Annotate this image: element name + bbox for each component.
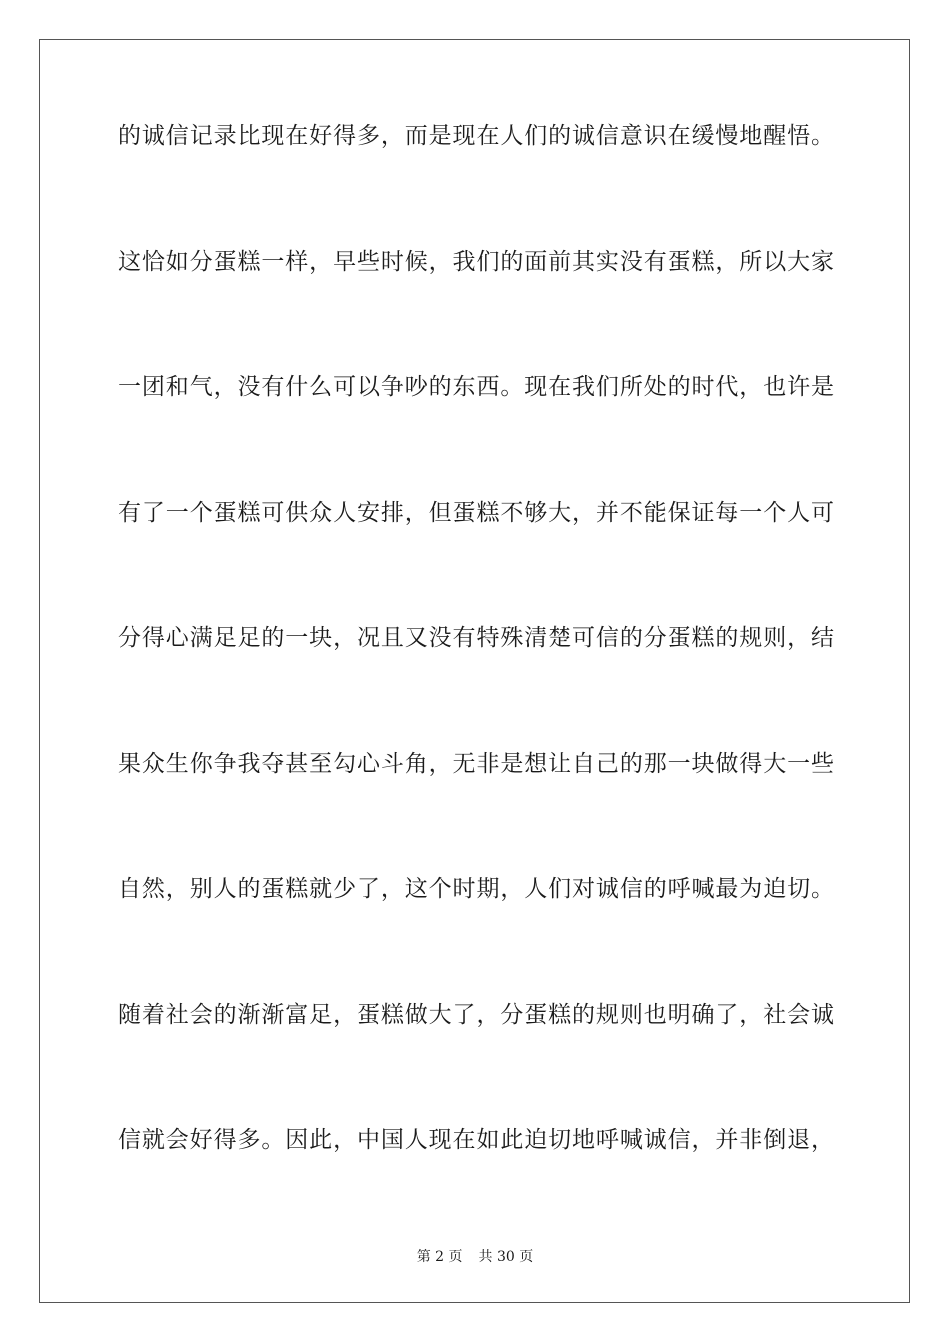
- text-line: 自然，别人的蛋糕就少了，这个时期，人们对诚信的呼喊最为迫切。: [118, 876, 834, 902]
- text-line: 有了一个蛋糕可供众人安排，但蛋糕不够大，并不能保证每一个人可: [118, 499, 834, 526]
- text-line: 一团和气，没有什么可以争吵的东西。现在我们所处的时代，也许是: [118, 374, 834, 400]
- text-line: 果众生你争我夺甚至勾心斗角，无非是想让自己的那一块做得大一些: [118, 750, 834, 777]
- total-pages: 共 30 页: [478, 1249, 534, 1265]
- text-line: 随着社会的渐渐富足，蛋糕做大了，分蛋糕的规则也明确了，社会诚: [118, 1001, 834, 1028]
- page-footer: [0, 1248, 950, 1266]
- text-line: 这恰如分蛋糕一样，早些时候，我们的面前其实没有蛋糕，所以大家: [118, 248, 834, 275]
- page-number: 第 2 页: [416, 1249, 463, 1265]
- text-line: 信就会好得多。因此，中国人现在如此迫切地呼喊诚信，并非倒退，: [118, 1127, 834, 1153]
- document-body: [118, 124, 834, 1254]
- text-line: 的诚信记录比现在好得多，而是现在人们的诚信意识在缓慢地醒悟。: [118, 123, 834, 149]
- text-line: 分得心满足足的一块，况且又没有特殊清楚可信的分蛋糕的规则，结: [118, 625, 834, 651]
